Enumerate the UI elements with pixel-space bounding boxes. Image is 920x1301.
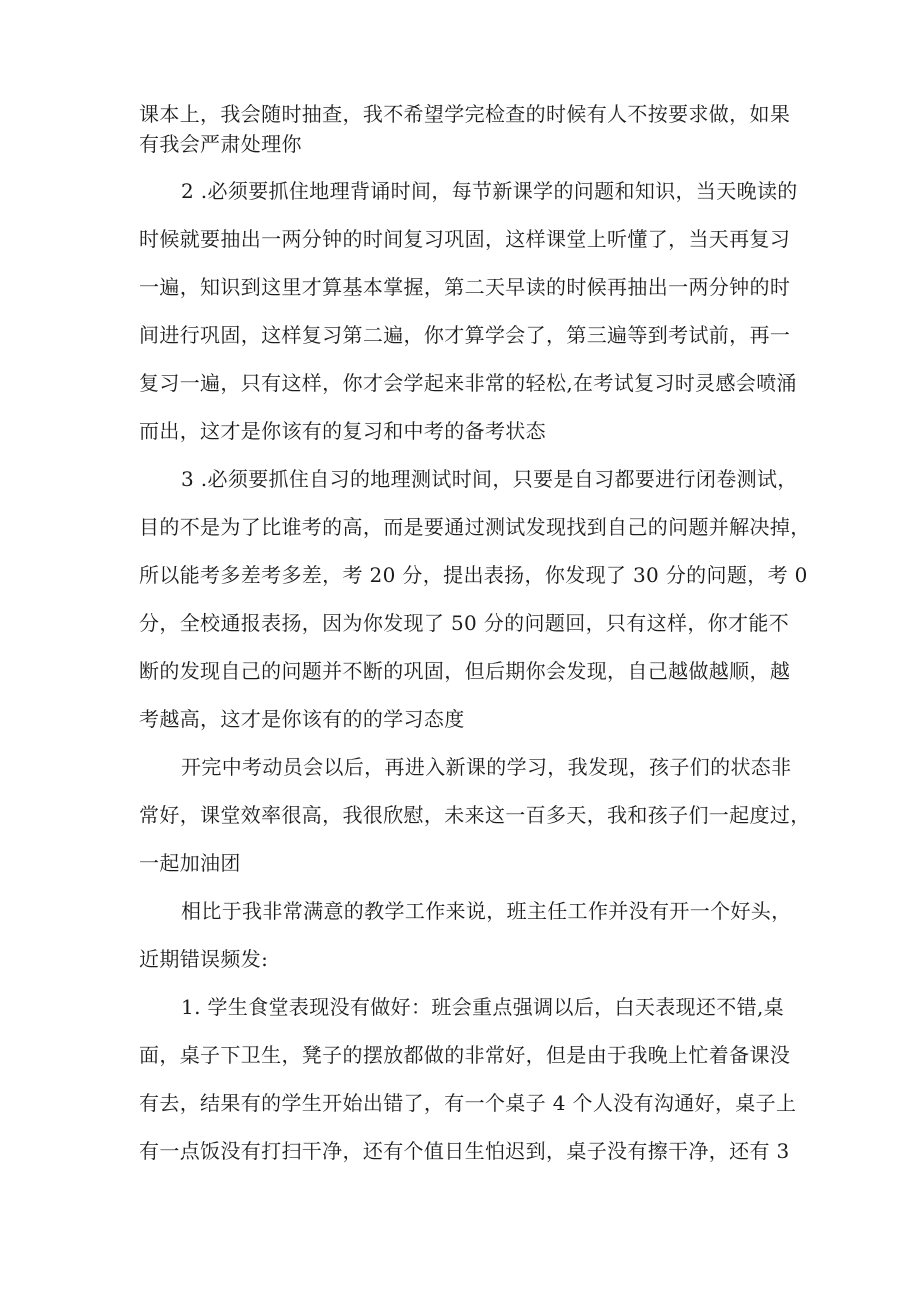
paragraph-class-work-line-1: 相比于我非常满意的教学工作来说，班主任工作并没有开一个好头， — [181, 899, 792, 923]
paragraph-canteen-line-1: 1. 学生食堂表现没有做好：班会重点强调以后，白天表现还不错,桌 — [181, 995, 784, 1019]
paragraph-item-2-line-2: 时候就要抽出一两分钟的时间复习巩固，这样课堂上听懂了，当天再复习 — [139, 227, 791, 251]
paragraph-item-2-line-4: 间进行巩固，这样复习第二遍，你才算学会了，第三遍等到考试前，再一 — [139, 323, 791, 347]
paragraph-item-2-line-1: 2 .必须要抓住地理背诵时间，每节新课学的问题和知识，当天晚读的 — [181, 179, 798, 203]
paragraph-item-3-line-1: 3 .必须要抓住自习的地理测试时间，只要是自习都要进行闭卷测试， — [181, 467, 798, 491]
paragraph-class-work-line-2: 近期错误频发: — [139, 947, 269, 971]
paragraph-canteen-line-3: 有去，结果有的学生开始出错了，有一个桌子 4 个人没有沟通好，桌子上 — [139, 1091, 797, 1115]
paragraph-item-3-line-3: 所以能考多差考多差，考 20 分，提出表扬，你发现了 30 分的问题，考 0 — [139, 563, 808, 587]
paragraph-canteen-line-2: 面，桌子下卫生，凳子的摆放都做的非常好，但是由于我晚上忙着备课没 — [139, 1043, 791, 1067]
text-line-1: 课本上，我会随时抽查，我不希望学完检查的时候有人不按要求做，如果 — [139, 102, 791, 126]
paragraph-item-3-line-5: 断的发现自己的问题并不断的巩固，但后期你会发现，自己越做越顺，越 — [139, 659, 791, 683]
paragraph-item-2-line-5: 复习一遍，只有这样，你才会学起来非常的轻松,在考试复习时灵感会喷涌 — [139, 371, 797, 395]
paragraph-canteen-line-4: 有一点饭没有打扫干净，还有个值日生怕迟到，桌子没有擦干净，还有 3 — [139, 1139, 790, 1163]
paragraph-item-2-line-6: 而出，这才是你该有的复习和中考的备考状态 — [139, 419, 546, 443]
paragraph-item-3-line-6: 考越高，这才是你该有的的学习态度 — [139, 707, 465, 731]
text-line-2: 有我会严肃处理你 — [139, 132, 302, 156]
paragraph-item-3-line-4: 分，全校通报表扬，因为你发现了 50 分的问题回，只有这样，你才能不 — [139, 611, 790, 635]
paragraph-mobilization-line-2: 常好，课堂效率很高，我很欣慰，未来这一百多天，我和孩子们一起度过， — [139, 803, 811, 827]
paragraph-mobilization-line-3: 一起加油团 — [139, 851, 241, 875]
paragraph-item-3-line-2: 目的不是为了比谁考的高，而是要通过测试发现找到自己的问题并解决掉， — [139, 515, 811, 539]
paragraph-mobilization-line-1: 开完中考动员会以后，再进入新课的学习，我发现，孩子们的状态非 — [181, 755, 792, 779]
paragraph-item-2-line-3: 一遍，知识到这里才算基本掌握，第二天早读的时候再抽出一两分钟的时 — [139, 275, 791, 299]
